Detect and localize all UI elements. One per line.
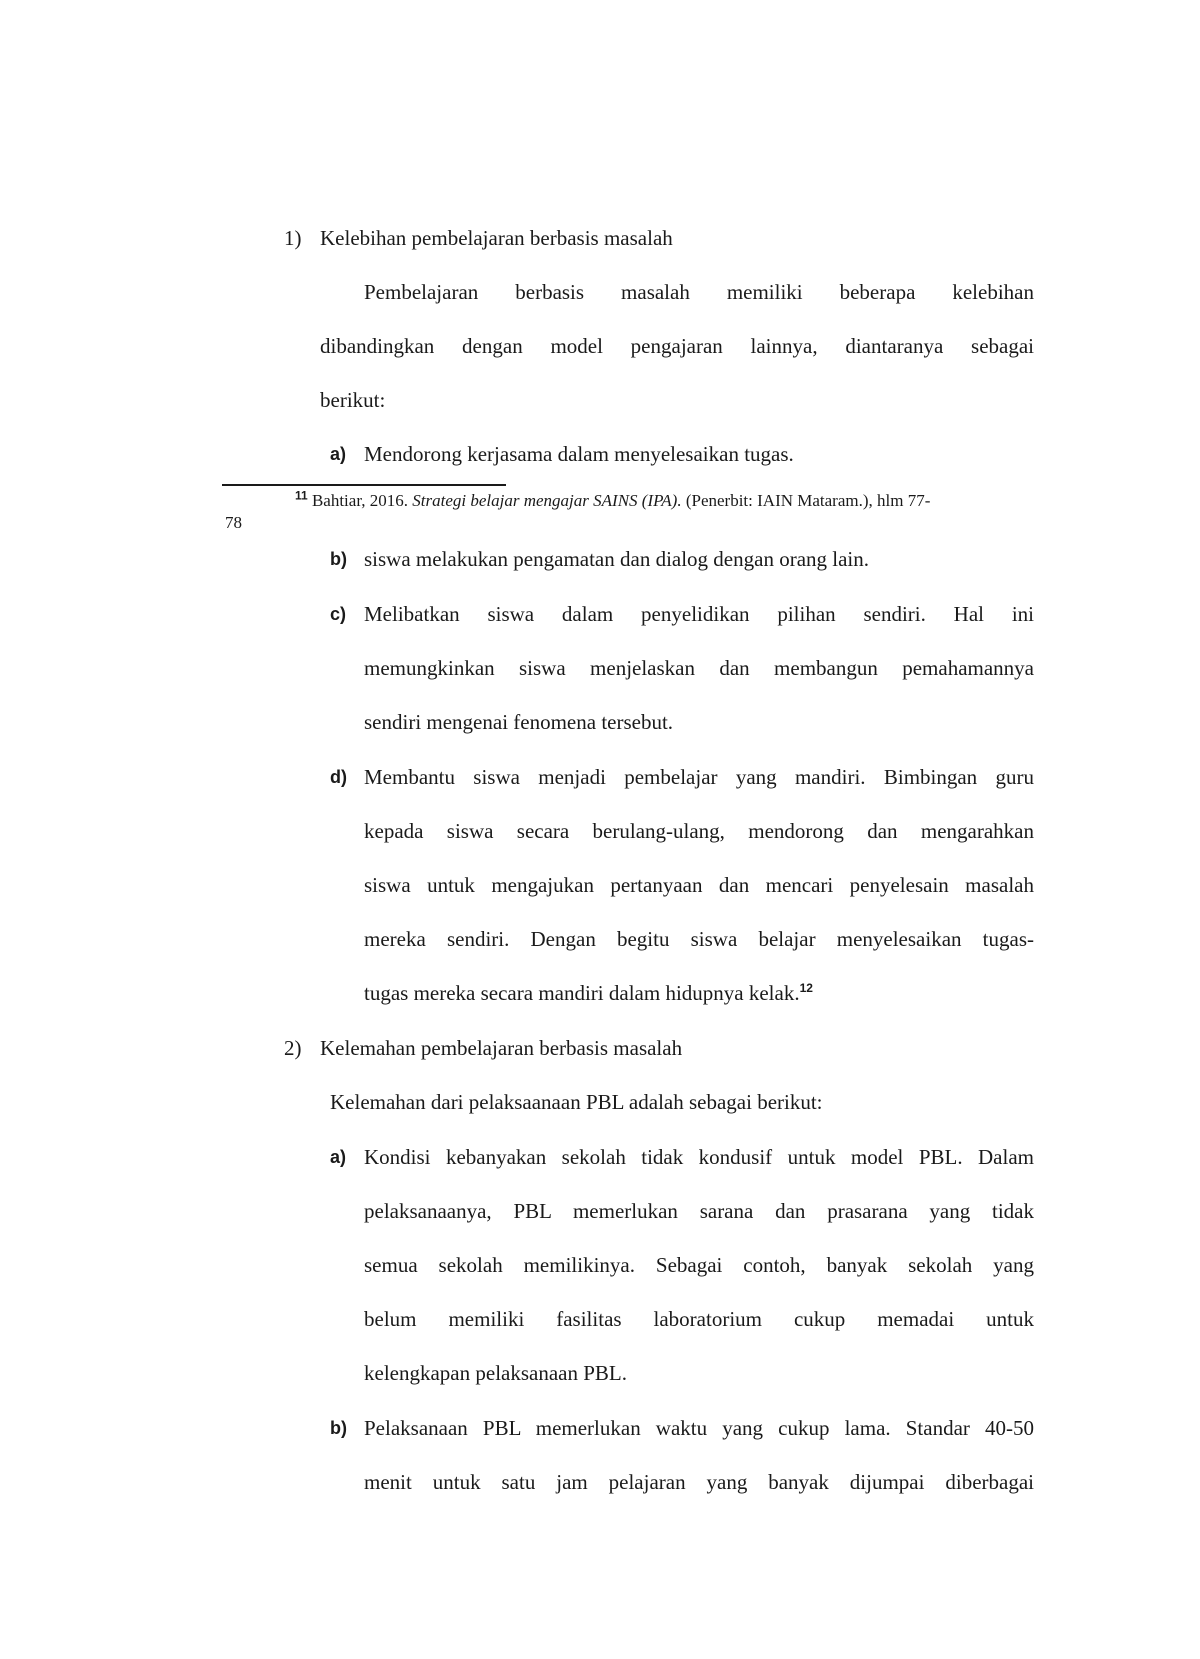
footnote-11-author-year: Bahtiar, 2016. bbox=[307, 491, 413, 510]
section-1-intro-line-2: dibandingkan dengan model pengajaran lainnya, diantaranya sebagai bbox=[320, 334, 1034, 358]
section-1-item-b-text: siswa melakukan pengamatan dan dialog dengan orang lain. bbox=[364, 547, 870, 571]
section-2-item-a-line-2: pelaksanaanya, PBL memerlukan sarana dan prasarana yang tidak bbox=[364, 1199, 1034, 1223]
footnote-11 bbox=[295, 490, 930, 512]
section-1-intro-line-3: berikut: bbox=[320, 388, 386, 412]
section-2-item-a-line-3: semua sekolah memilikinya. Sebagai contoh, banyak sekolah yang bbox=[364, 1253, 1034, 1277]
section-2-item-a-label: a) bbox=[330, 1147, 347, 1167]
section-1-item-d-line-2: kepada siswa secara berulang-ulang, mendorong dan mengarahkan bbox=[364, 819, 1034, 843]
section-1-heading: Kelebihan pembelajaran berbasis masalah bbox=[320, 226, 673, 250]
section-1-item-a-label: a) bbox=[330, 444, 347, 464]
footnote-11-marker: 11 bbox=[295, 488, 308, 503]
section-2-item-b-line-2: menit untuk satu jam pelajaran yang banyak dijumpai diberbagai bbox=[364, 1470, 1034, 1494]
footnote-11-rest: (Penerbit: IAIN Mataram.), hlm 77- bbox=[681, 491, 931, 510]
section-1-number: 1) bbox=[284, 226, 302, 250]
section-1-item-c-line-3: sendiri mengenai fenomena tersebut. bbox=[364, 710, 674, 734]
section-1-item-c-line-1: Melibatkan siswa dalam penyelidikan pilihan sendiri. Hal ini bbox=[364, 602, 1034, 626]
section-2-heading: Kelemahan pembelajaran berbasis masalah bbox=[320, 1036, 683, 1060]
section-1-item-b-label: b) bbox=[330, 549, 347, 569]
footnote-separator bbox=[222, 484, 506, 486]
section-2-item-a-line-5: kelengkapan pelaksanaan PBL. bbox=[364, 1361, 627, 1385]
footnote-11-continuation: 78 bbox=[225, 513, 242, 532]
section-1-intro-line-1: Pembelajaran berbasis masalah memiliki beberapa kelebihan bbox=[364, 280, 1034, 304]
section-1-item-c-label: c) bbox=[330, 604, 347, 624]
section-2-intro: Kelemahan dari pelaksaanaan PBL adalah sebagai berikut: bbox=[330, 1090, 823, 1114]
section-2-item-a-line-1: Kondisi kebanyakan sekolah tidak kondusif untuk model PBL. Dalam bbox=[364, 1145, 1034, 1169]
section-1-item-c-line-2: memungkinkan siswa menjelaskan dan membangun pemahamannya bbox=[364, 656, 1034, 680]
section-2-number: 2) bbox=[284, 1036, 302, 1060]
section-1-item-d-line-3: siswa untuk mengajukan pertanyaan dan mencari penyelesain masalah bbox=[364, 873, 1034, 897]
section-1-item-a-text: Mendorong kerjasama dalam menyelesaikan tugas. bbox=[364, 442, 794, 466]
section-1-item-d-line-1: Membantu siswa menjadi pembelajar yang mandiri. Bimbingan guru bbox=[364, 765, 1034, 789]
footnote-ref-12: 12 bbox=[799, 981, 813, 995]
section-1-item-d-label: d) bbox=[330, 767, 347, 787]
section-1-item-d-line-4: mereka sendiri. Dengan begitu siswa belajar menyelesaikan tugas- bbox=[364, 927, 1034, 951]
section-1-item-d-line-5 bbox=[364, 980, 813, 1006]
footnote-11-title: Strategi belajar mengajar SAINS (IPA). bbox=[412, 491, 682, 510]
section-1-item-d-line-5-text: tugas mereka secara mandiri dalam hidupnya kelak. bbox=[364, 981, 800, 1005]
section-2-item-b-label: b) bbox=[330, 1418, 347, 1438]
section-2-item-b-line-1: Pelaksanaan PBL memerlukan waktu yang cukup lama. Standar 40-50 bbox=[364, 1416, 1034, 1440]
section-2-item-a-line-4: belum memiliki fasilitas laboratorium cukup memadai untuk bbox=[364, 1307, 1034, 1331]
